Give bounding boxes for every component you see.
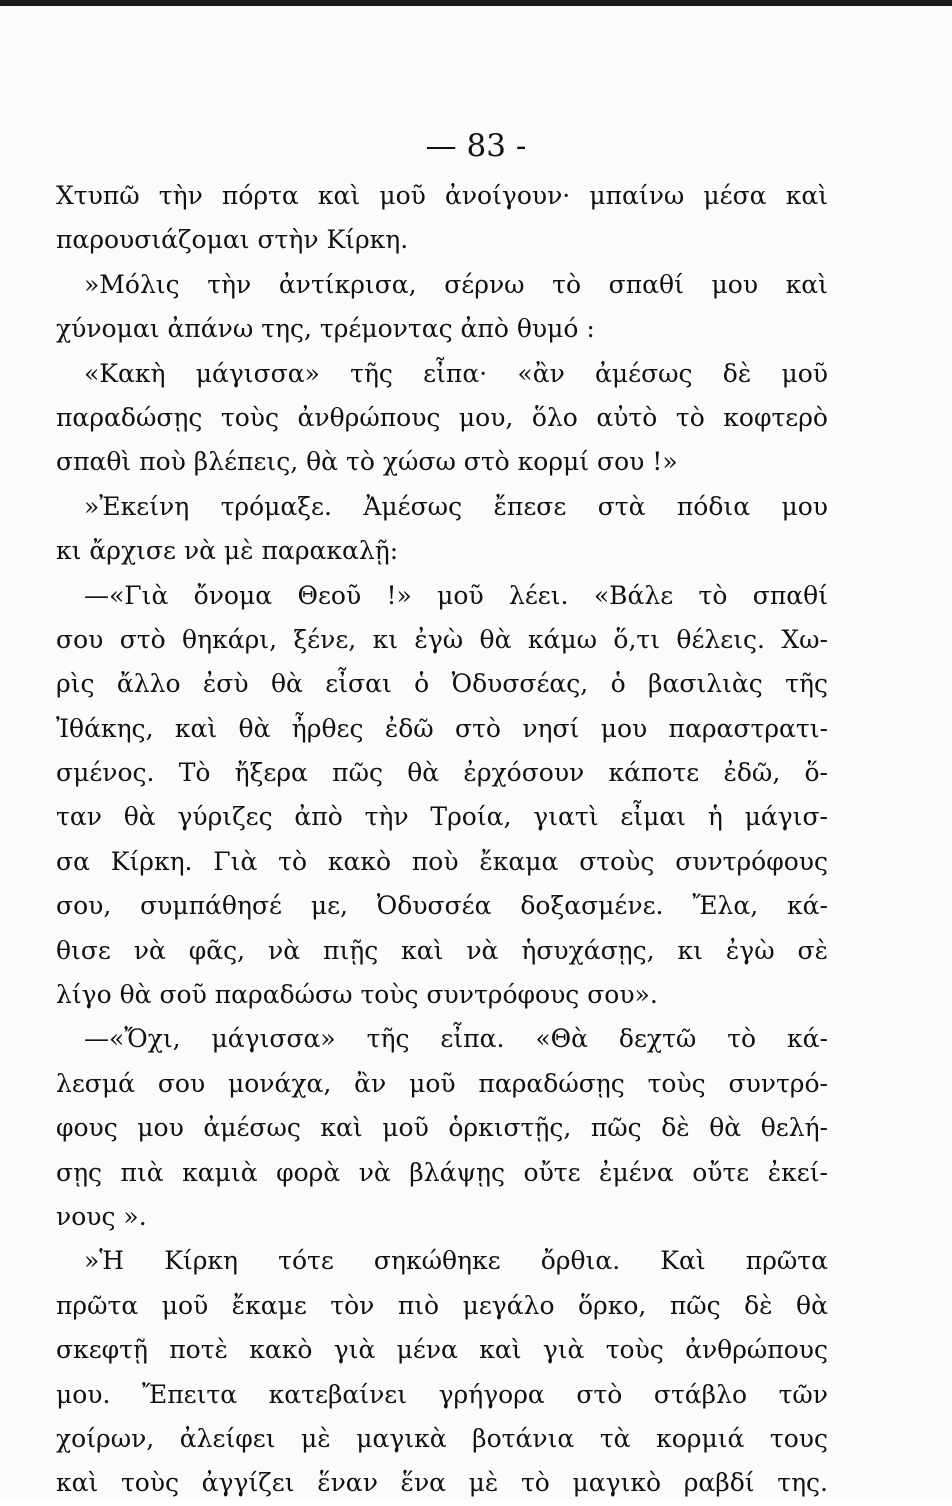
text-line: ρὶς ἄλλο ἐσὺ θὰ εἶσαι ὁ Ὀδυσσέας, ὁ βασιλιὰς τῆς	[56, 669, 828, 699]
text-line: σκεφτῇ ποτὲ κακὸ γιὰ μένα καὶ γιὰ τοὺς ἀνθρώπους	[56, 1335, 828, 1365]
text-line: παραδώσῃς τοὺς ἀνθρώπους μου, ὅλο αὐτὸ τὸ κοφτερὸ	[56, 402, 828, 432]
text-line: σμένος. Τὸ ἤξερα πῶς θὰ ἐρχόσουν κάποτε ἐδῶ, ὅ-	[56, 758, 828, 788]
text-line: λεσμά σου μονάχα, ἂν μοῦ παραδώσῃς τοὺς συντρό-	[56, 1068, 828, 1098]
text-line: σου, συμπάθησέ με, Ὀδυσσέα δοξασμένε. Ἔλα, κά-	[56, 891, 828, 921]
text-line: σπαθὶ ποὺ βλέπεις, θὰ τὸ χώσω στὸ κορμί σου !»	[56, 447, 678, 477]
text-line: ταν θὰ γύριζες ἀπὸ τὴν Τροία, γιατὶ εἶμαι ἡ μάγισ-	[56, 802, 828, 832]
text-line: σῃς πιὰ καμιὰ φορὰ νὰ βλάψῃς οὔτε ἐμένα οὔτε ἐκεί-	[56, 1157, 828, 1187]
scan-edge	[0, 0, 952, 6]
text-line: μου. Ἔπειτα κατεβαίνει γρήγορα στὸ στάβλο τῶν	[56, 1379, 828, 1409]
text-line: σα Κίρκη. Γιὰ τὸ κακὸ ποὺ ἔκαμα στοὺς συντρόφους	[56, 846, 828, 876]
text-line: «Κακὴ μάγισσα» τῆς εἶπα· «ἂν ἀμέσως δὲ μοῦ	[84, 358, 828, 388]
text-line: φους μου ἀμέσως καὶ μοῦ ὁρκιστῇς, πῶς δὲ θὰ θελή-	[56, 1113, 828, 1143]
text-line: σου στὸ θηκάρι, ξένε, κι ἐγὼ θὰ κάμω ὅ,τι θέλεις. Χω-	[56, 624, 828, 654]
text-line: θισε νὰ φᾶς, νὰ πιῇς καὶ νὰ ἡσυχάσῃς, κι ἐγὼ σὲ	[56, 935, 828, 965]
text-line: »Ἐκείνη τρόμαξε. Ἀμέσως ἔπεσε στὰ πόδια μου	[84, 491, 828, 521]
text-line: παρουσιάζομαι στὴν Κίρκη.	[56, 225, 409, 255]
text-line: χύνομαι ἀπάνω της, τρέμοντας ἀπὸ θυμό :	[56, 314, 595, 344]
body-text	[56, 174, 828, 1506]
page-number: — 83 -	[425, 128, 527, 164]
text-line: —«Γιὰ ὄνομα Θεοῦ !» μοῦ λέει. «Βάλε τὸ σπαθί	[84, 580, 828, 610]
text-line: πρῶτα μοῦ ἔκαμε τὸν πιὸ μεγάλο ὅρκο, πῶς δὲ θὰ	[56, 1290, 828, 1320]
text-line: λίγο θὰ σοῦ παραδώσω τοὺς συντρόφους σου».	[56, 980, 658, 1010]
text-line: Ἰθάκης, καὶ θὰ ἦρθες ἐδῶ στὸ νησί μου παραστρατι-	[56, 713, 828, 743]
text-line: χοίρων, ἀλείφει μὲ μαγικὰ βοτάνια τὰ κορμιά τους	[56, 1423, 828, 1453]
text-line: »Μόλις τὴν ἀντίκρισα, σέρνω τὸ σπαθί μου καὶ	[84, 269, 828, 299]
text-line: νους ».	[56, 1201, 147, 1231]
text-line: Χτυπῶ τὴν πόρτα καὶ μοῦ ἀνοίγουν· μπαίνω μέσα καὶ	[56, 181, 828, 210]
text-line: —«Ὄχι, μάγισσα» τῆς εἶπα. «Θὰ δεχτῶ τὸ κά-	[84, 1024, 828, 1054]
text-line: »Ἡ Κίρκη τότε σηκώθηκε ὄρθια. Καὶ πρῶτα	[84, 1246, 828, 1276]
text-line: κι ἄρχισε νὰ μὲ παρακαλῇ:	[56, 536, 399, 566]
text-line: καὶ τοὺς ἀγγίζει ἕναν ἕνα μὲ τὸ μαγικὸ ραβδί της.	[56, 1468, 828, 1498]
